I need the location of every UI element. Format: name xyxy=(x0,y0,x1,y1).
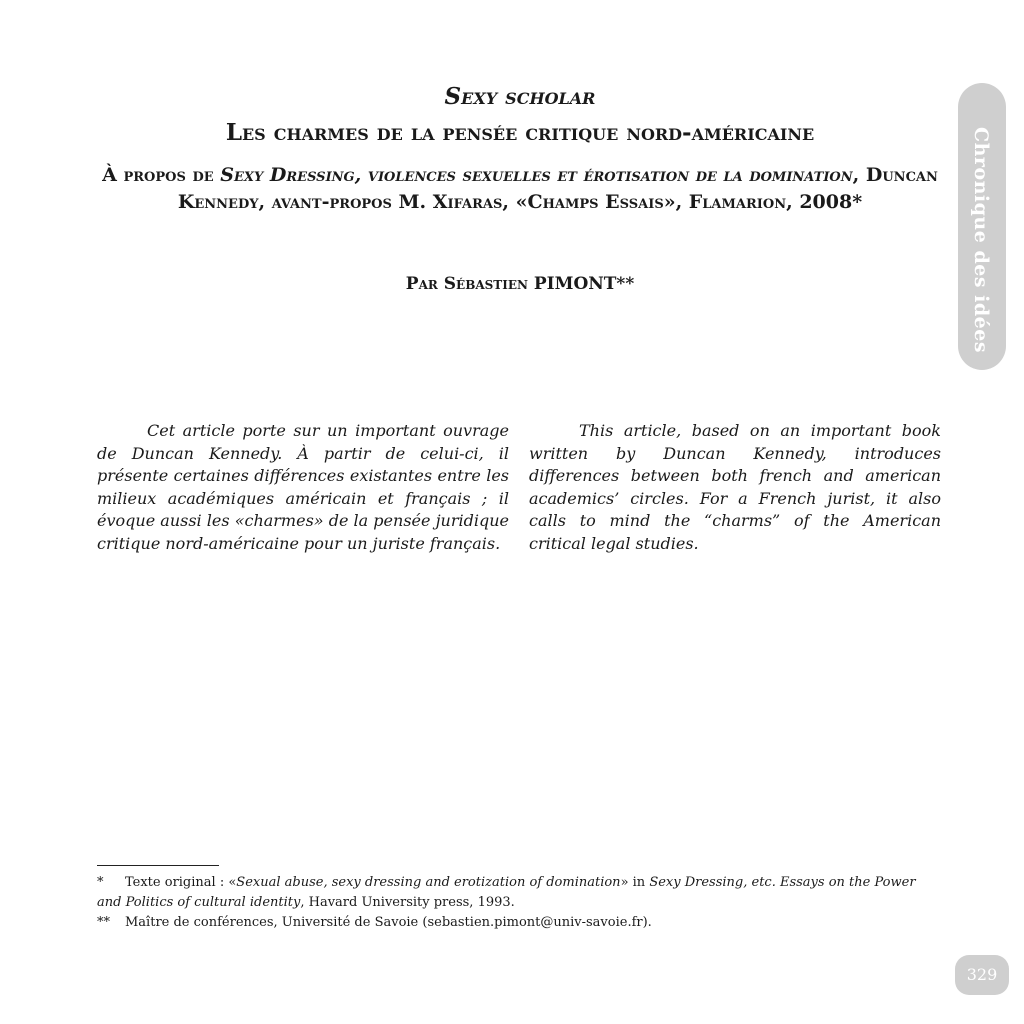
abstract-english xyxy=(529,420,941,555)
footnotes xyxy=(97,873,943,933)
footnote-1 xyxy=(97,873,943,913)
footnote-2-mark: ** xyxy=(97,915,110,930)
review-prefix: À propos de xyxy=(102,164,221,186)
footnote-1-middle: » in xyxy=(620,875,650,890)
footnote-divider xyxy=(97,865,219,866)
abstract-french xyxy=(97,420,509,555)
book-review-reference xyxy=(90,162,950,216)
footnote-1-text xyxy=(97,875,916,910)
footnote-2 xyxy=(97,913,943,933)
footnote-1-book: Sexy Dressing, etc. Essays on the Power and Politics of cultural identity xyxy=(97,875,916,910)
footnote-2-text: Maître de conférences, Université de Savoie (sebastien.pimont@univ-savoie.fr). xyxy=(125,915,652,930)
section-tab-label: Chronique des idées xyxy=(970,127,992,354)
author-byline: Par Sébastien PIMONT** xyxy=(405,274,635,294)
footnote-1-tail: , Havard University press, 1993. xyxy=(300,895,515,910)
footnote-1-original-title: Sexual abuse, sexy dressing and erotization of domination xyxy=(236,875,621,890)
section-tab xyxy=(958,83,1006,370)
abstract-english-text: This article, based on an important book written by Duncan Kennedy, introduces differences between both french and american academics’ circles. For a French jurist, it also calls to mind the “charms” of the American critical legal studies. xyxy=(529,421,941,553)
review-details: , Duncan Kennedy, avant-propos M. Xifaras, «Champs Essais», Flamarion, 2008* xyxy=(177,164,938,213)
article-subtitle: Les charmes de la pensée critique nord-américaine xyxy=(225,119,815,146)
footnote-1-mark: * xyxy=(97,875,104,890)
article-title-block xyxy=(90,80,950,216)
footnote-1-lead: Texte original : « xyxy=(125,875,237,890)
article-title: Sexy scholar xyxy=(444,83,596,110)
page-number: 329 xyxy=(955,955,1009,995)
abstract-french-text: Cet article porte sur un important ouvrage de Duncan Kennedy. À partir de celui-ci, il présente certaines différences existantes entre les milieux académiques américain et français ; il évoque aussi les «charmes» de la pensée juridique critique nord-américaine pour un juriste français. xyxy=(97,421,509,553)
reviewed-book-title: Sexy Dressing, violences sexuelles et érotisation de la domination xyxy=(220,164,853,186)
